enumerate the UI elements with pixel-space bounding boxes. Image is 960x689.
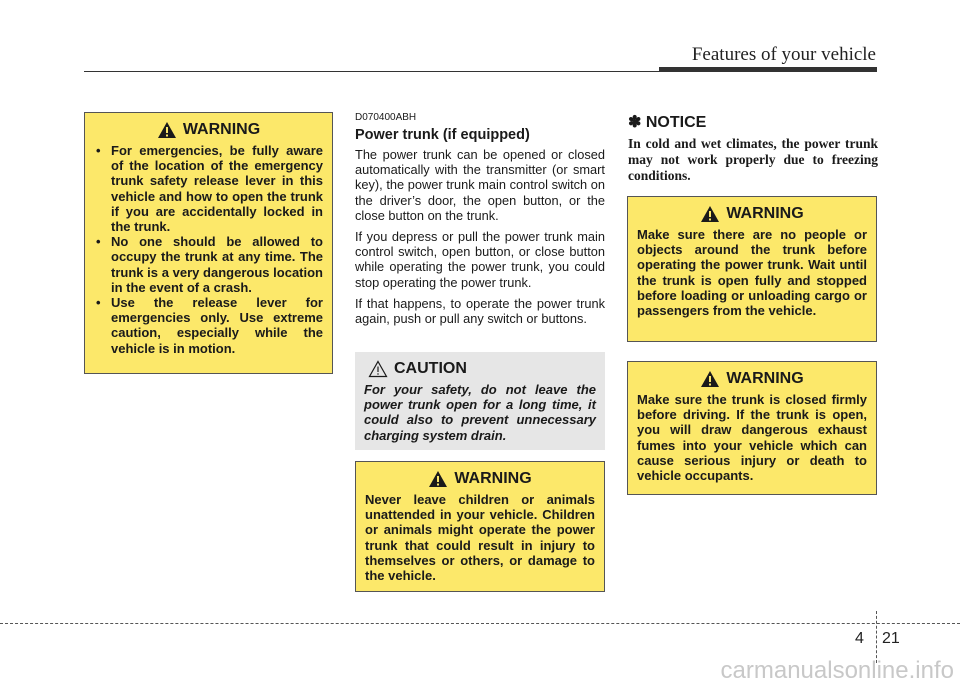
warning-bullet-3: • Use the release lever for emergencies only. Use extreme caution, especially while the vehicle is in motion. xyxy=(94,295,323,356)
warning-body: Make sure the trunk is closed firmly before driving. If the trunk is open, you will draw dangerous exhaust fumes into your vehicle which can cause serious injury or death to vehicle occupants. xyxy=(637,392,867,484)
warning-body: Make sure there are no people or objects around the trunk before operating the power trunk. Wait until the trunk is open fully and stopped before loading or unloading cargo or passengers from the vehicle. xyxy=(637,227,867,319)
notice-text: In cold and wet climates, the power trunk may not work properly due to freezing conditions. xyxy=(628,136,878,183)
section-code: D070400ABH xyxy=(355,112,417,123)
main-text-column xyxy=(355,112,605,332)
paragraph-3: If that happens, to operate the power trunk again, push or pull any switch or buttons. xyxy=(355,295,605,327)
caution-body: For your safety, do not leave the power trunk open for a long time, it could also to prevent unnecessary charging system drain. xyxy=(364,382,596,443)
paragraph-2: If you depress or pull the power trunk main control switch, open button, or close button while operating the power trunk, you could stop operating the power trunk. xyxy=(355,229,605,290)
warning-body: Never leave children or animals unattended in your vehicle. Children or animals might operate the power trunk that could result in injury to themselves or others, or damage to the vehicle. xyxy=(365,492,595,584)
warning-title xyxy=(94,121,323,139)
warning-triangle-icon xyxy=(700,205,720,223)
notice-section xyxy=(628,112,878,184)
notice-title: ✽ NOTICE xyxy=(628,114,707,131)
warning-title-text: WARNING xyxy=(726,370,804,387)
warning-triangle-icon xyxy=(157,121,177,139)
footer-rule xyxy=(0,623,960,624)
caution-box xyxy=(355,352,605,450)
header-rule-accent xyxy=(659,67,877,72)
header-rule xyxy=(84,71,659,72)
section-heading: Power trunk (if equipped) xyxy=(355,127,530,143)
watermark: carmanualsonline.info xyxy=(720,657,954,684)
caution-title xyxy=(364,360,596,378)
caution-triangle-icon xyxy=(368,360,388,378)
warning-title xyxy=(637,370,867,388)
warning-title-text: WARNING xyxy=(726,205,804,222)
warning-box-exhaust xyxy=(627,361,877,495)
caution-title-text: CAUTION xyxy=(394,360,467,377)
page-header-title: Features of your vehicle xyxy=(691,44,876,65)
footer-separator xyxy=(876,611,877,663)
warning-title-text: WARNING xyxy=(182,121,261,138)
warning-body xyxy=(94,143,323,356)
warning-title xyxy=(637,205,867,223)
warning-triangle-icon xyxy=(428,470,448,488)
warning-title-text: WARNING xyxy=(454,470,532,487)
warning-box-emergency xyxy=(84,112,333,374)
warning-triangle-icon xyxy=(700,370,720,388)
page-number: 21 xyxy=(882,630,900,647)
warning-bullet-2: • No one should be allowed to occupy the trunk at any time. The trunk is a very dangerous location in the event of a crash. xyxy=(94,234,323,295)
warning-box-children xyxy=(355,461,605,592)
warning-title xyxy=(365,470,595,488)
warning-bullet-1: • For emergencies, be fully aware of the location of the emergency trunk safety release lever in this vehicle and how to open the trunk if you are accidentally locked in the trunk. xyxy=(94,143,323,234)
warning-box-obstacles xyxy=(627,196,877,342)
chapter-number: 4 xyxy=(855,630,864,647)
paragraph-1: The power trunk can be opened or closed automatically with the transmitter (or smart key), the power trunk main control switch on the driver’s door, the open button, or the close button on the trunk. xyxy=(355,147,605,223)
